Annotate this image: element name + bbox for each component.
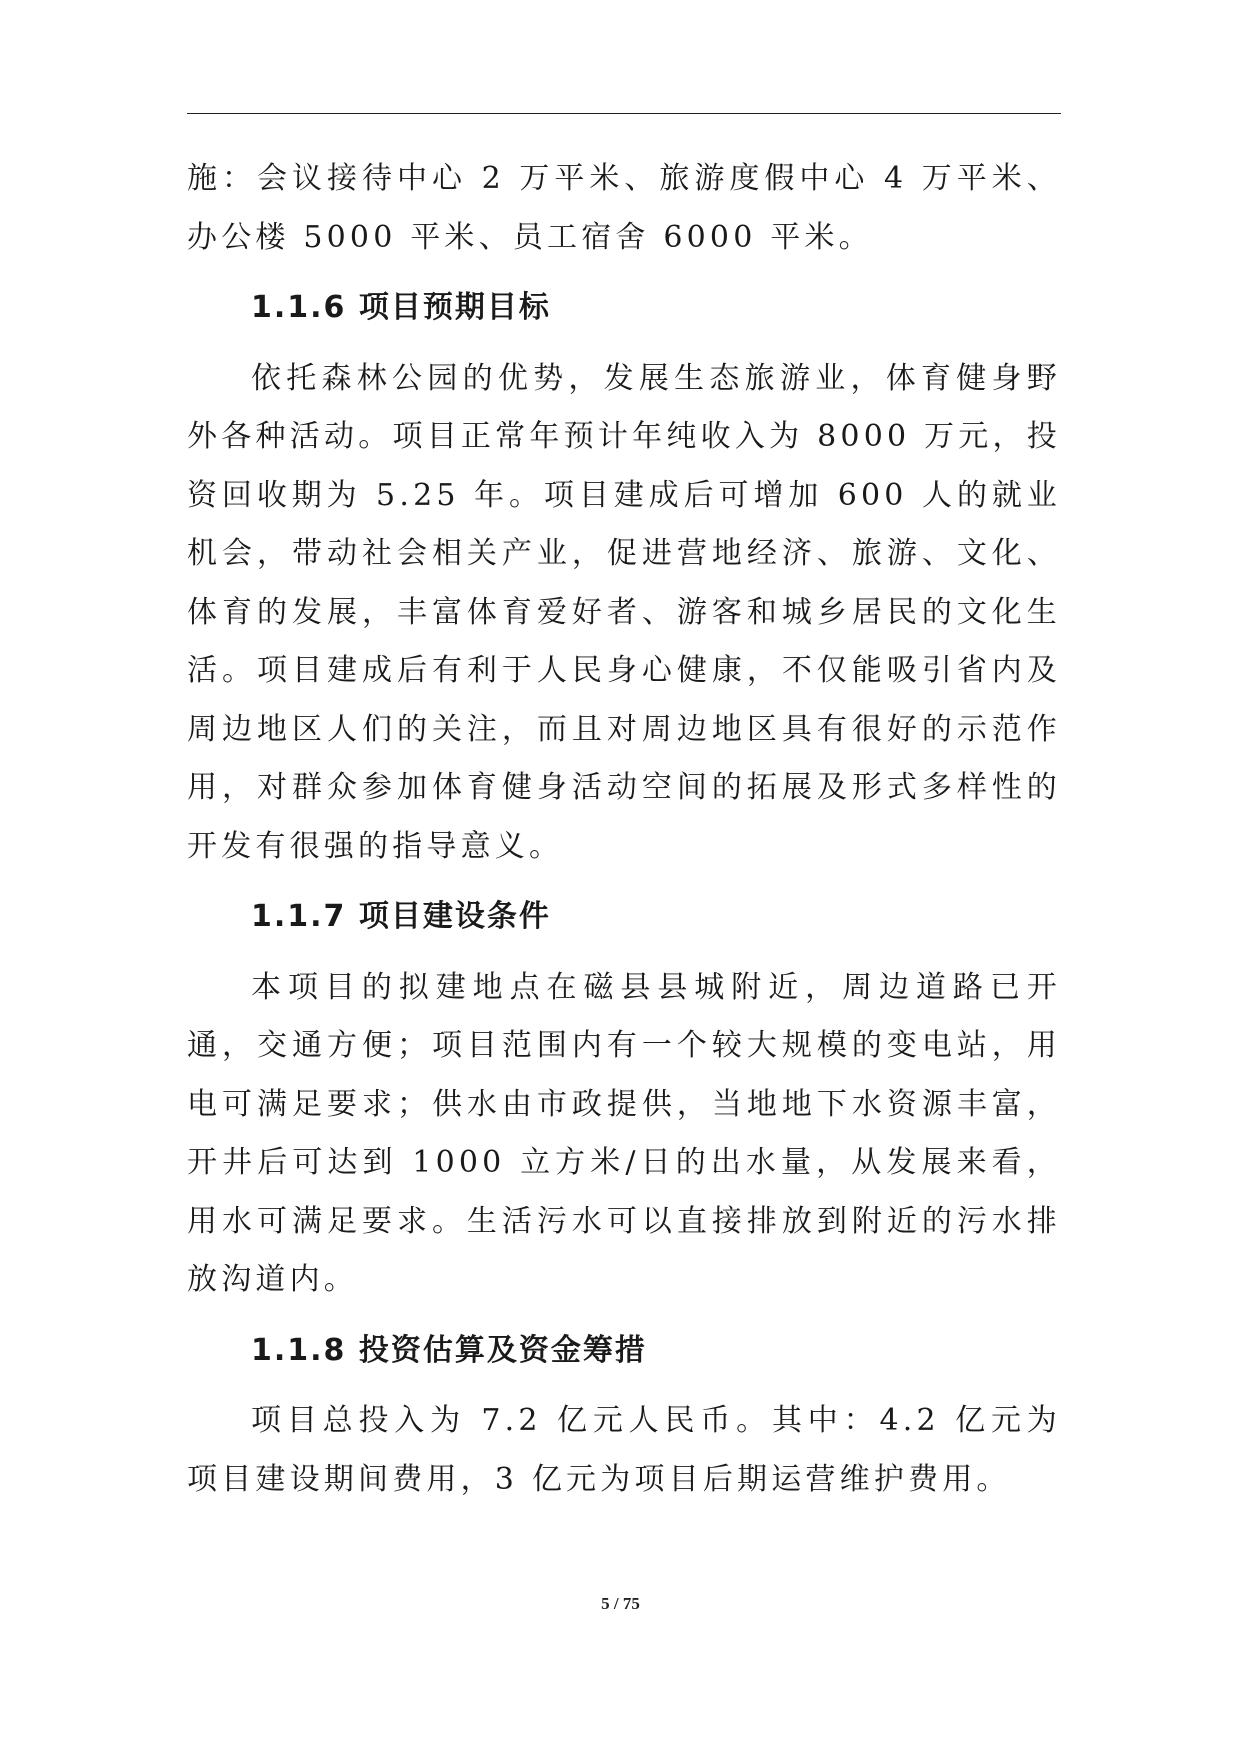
section-heading-1-1-8: 1.1.8 投资估算及资金筹措: [251, 1332, 647, 1368]
paragraph-investment: 项目总投入为 7.2 亿元人民币。其中：4.2 亿元为项目建设期间费用，3 亿元为项目后期运营维护费用。: [187, 1403, 1061, 1497]
page-number: 5 / 75: [601, 1594, 640, 1613]
paragraph-expected-goals: 依托森林公园的优势，发展生态旅游业，体育健身野外各种活动。项目正常年预计年纯收入为 8000 万元，投资回收期为 5.25 年。项目建成后可增加 600 人的就业机会，带动社会相关产业，促进营地经济、旅游、文化、体育的发展，丰富体育爱好者、游客和城乡居民的文化生活。项目建成后有利于人民身心健康，不仅能吸引省内及周边地区人们的关注，而且对周边地区具有很好的示范作用，对群众参加体育健身活动空间的拓展及形式多样性的开发有很强的指导意义。: [187, 360, 1061, 864]
paragraph-construction-conditions: 本项目的拟建地点在磁县县城附近，周边道路已开通，交通方便；项目范围内有一个较大规模的变电站，用电可满足要求；供水由市政提供，当地地下水资源丰富，开井后可达到 1000 立方米/日的出水量，从发展来看，用水可满足要求。生活污水可以直接排放到附近的污水排放沟道内。: [187, 969, 1061, 1297]
header-rule: [187, 113, 1061, 114]
section-heading-1-1-7: 1.1.7 项目建设条件: [251, 899, 551, 934]
paragraph-facilities: 施：会议接待中心 2 万平米、旅游度假中心 4 万平米、办公楼 5000 平米、员工宿舍 6000 平米。: [187, 161, 1061, 255]
section-heading-1-1-6: 1.1.6 项目预期目标: [251, 290, 551, 325]
page-body: [187, 150, 1061, 1509]
